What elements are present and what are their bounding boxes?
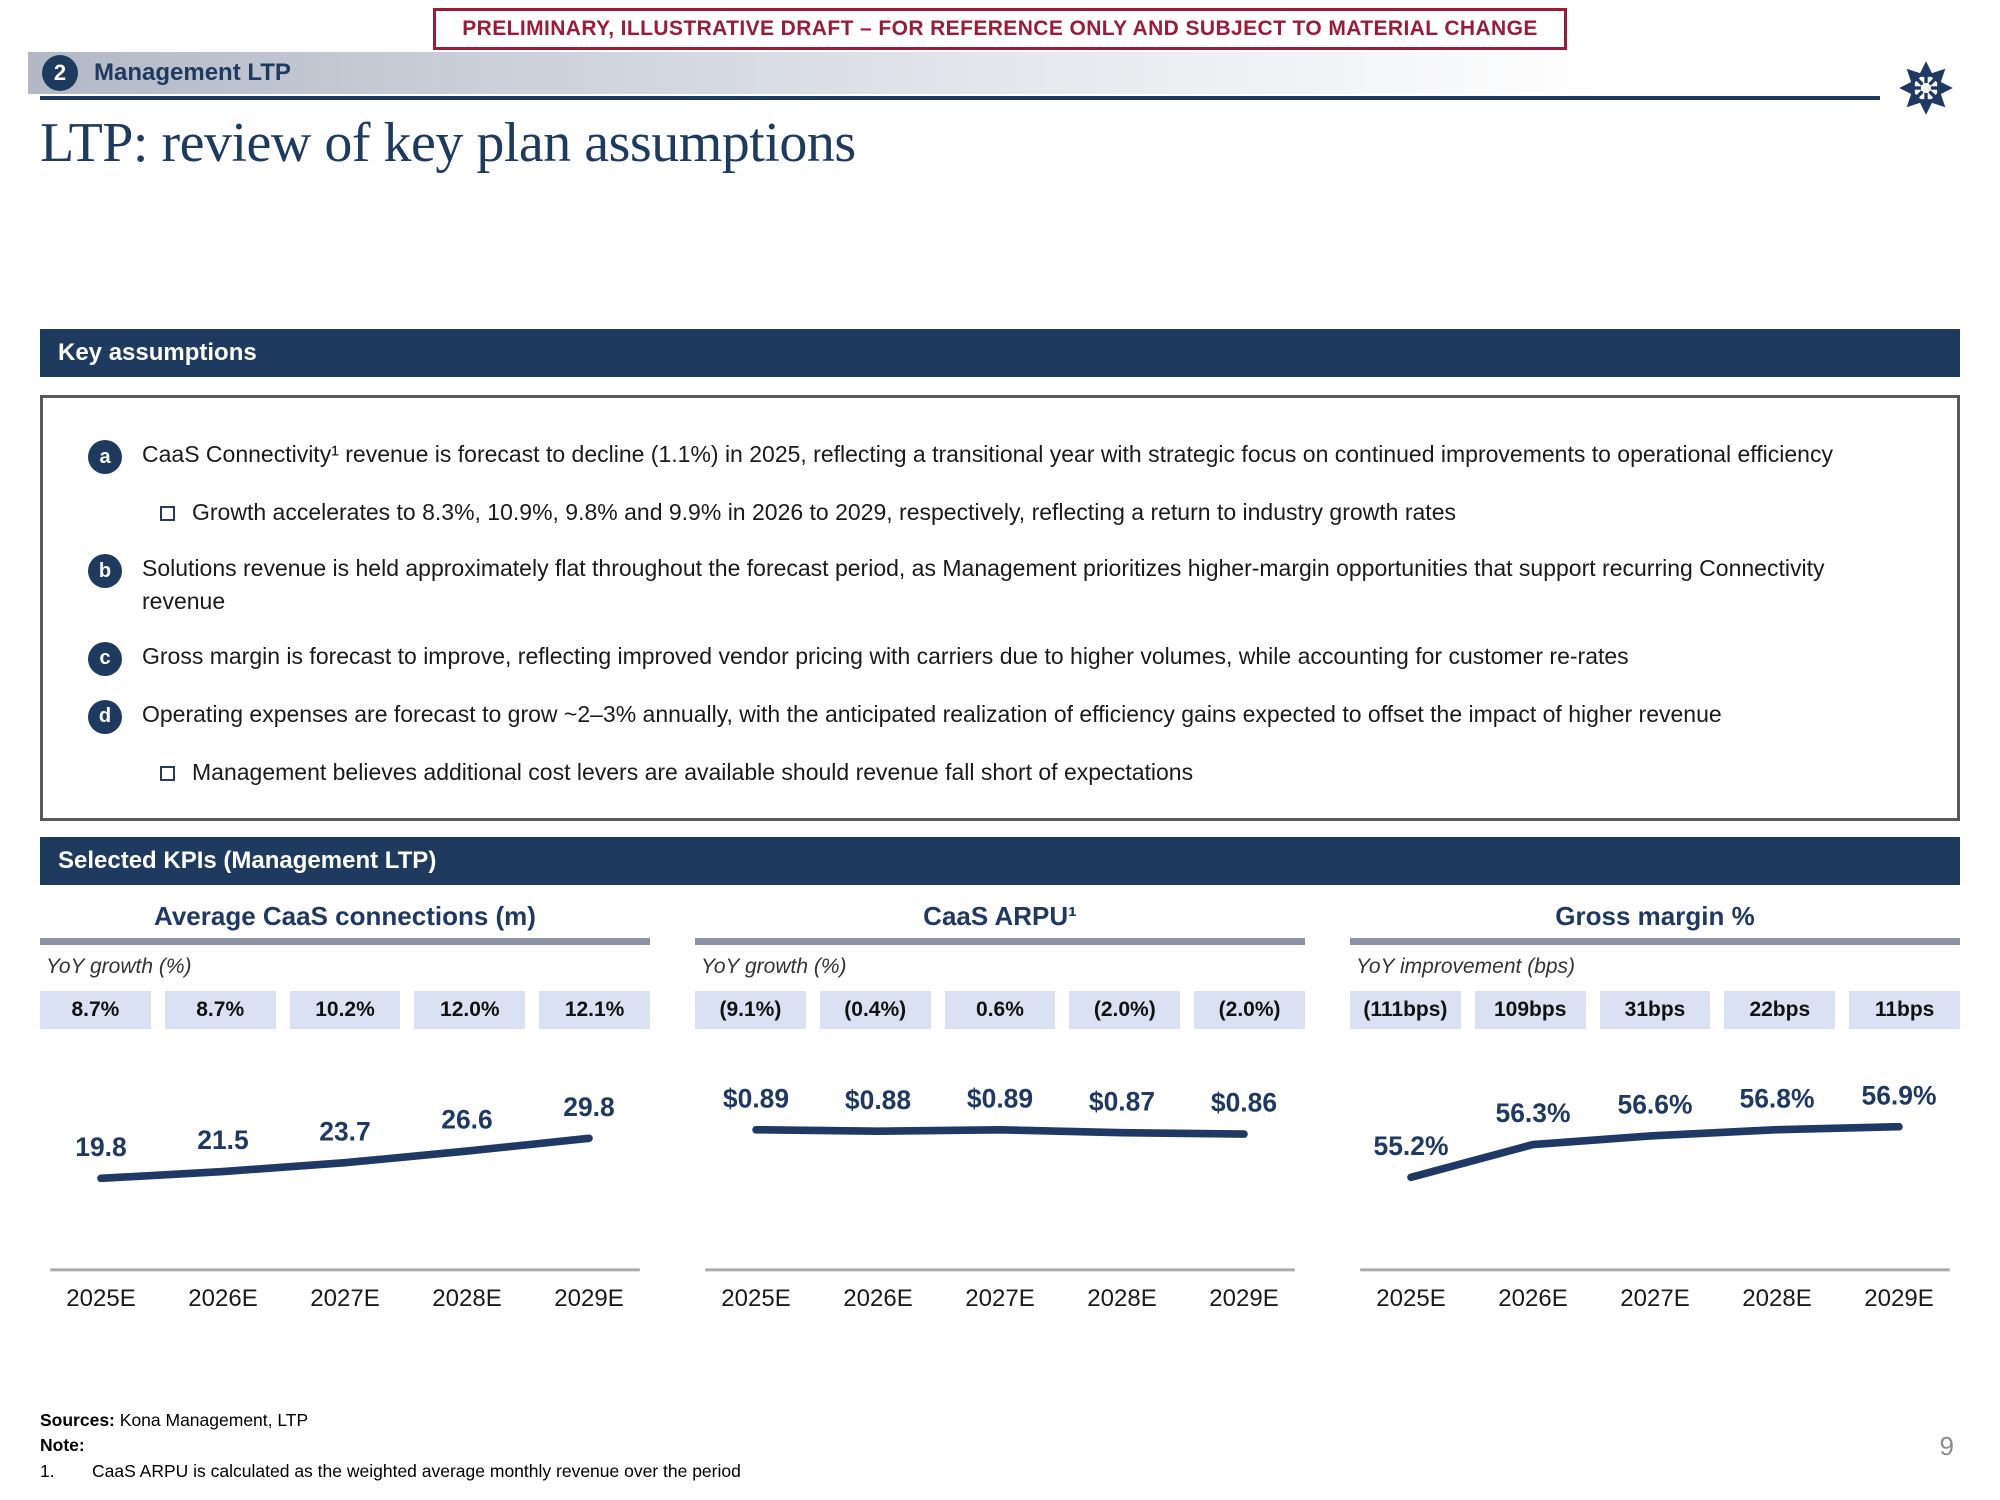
x-axis-label: 2025E [721, 1285, 791, 1313]
svg-text:56.6%: 56.6% [1617, 1089, 1693, 1120]
x-axis-label: 2029E [1864, 1285, 1934, 1313]
bullet-a [88, 438, 1907, 474]
svg-text:21.5: 21.5 [197, 1125, 249, 1156]
draft-disclaimer-banner: PRELIMINARY, ILLUSTRATIVE DRAFT – FOR REFERENCE ONLY AND SUBJECT TO MATERIAL CHANGE [433, 8, 1567, 50]
key-assumptions-header-bar: Key assumptions [40, 329, 1960, 377]
x-axis-label: 2028E [432, 1285, 502, 1313]
svg-text:$0.89: $0.89 [722, 1083, 790, 1114]
bullet-marker-a: a [88, 440, 122, 474]
kpi-row [0, 901, 2000, 1313]
yoy-badge: 12.0% [414, 991, 525, 1029]
page-number: 9 [1939, 1431, 1954, 1461]
kpi-title: CaaS ARPU¹ [923, 900, 1077, 931]
bullet-marker-c: c [88, 642, 122, 676]
x-axis-label: 2029E [554, 1285, 624, 1313]
x-axis-label: 2026E [188, 1285, 258, 1313]
svg-text:56.3%: 56.3% [1495, 1098, 1571, 1129]
kpi-column-gross-margin [1350, 901, 1960, 1313]
svg-text:$0.89: $0.89 [966, 1083, 1034, 1114]
kpi-subtitle: YoY improvement (bps) [1356, 954, 1576, 978]
line-chart-gross-margin [1350, 1031, 1960, 1285]
yoy-badge: 11bps [1849, 991, 1960, 1029]
sub-bullet-text: Growth accelerates to 8.3%, 10.9%, 9.8% and 9.9% in 2026 to 2029, respectively, reflecting a return to industry growth rates [192, 499, 1456, 526]
kpi-column-connections [40, 901, 650, 1313]
kpi-column-arpu [695, 901, 1305, 1313]
x-axis-labels [40, 1285, 650, 1313]
x-axis-label: 2027E [965, 1285, 1035, 1313]
yoy-badge: 10.2% [290, 991, 401, 1029]
x-axis-label: 2027E [1620, 1285, 1690, 1313]
svg-text:$0.87: $0.87 [1088, 1086, 1156, 1117]
assumptions-box [40, 395, 1960, 821]
bullet-text: CaaS Connectivity¹ revenue is forecast to decline (1.1%) in 2025, reflecting a transitional year with strategic focus on continued improvements to operational efficiency [142, 441, 1833, 468]
yoy-badge: (0.4%) [820, 991, 931, 1029]
yoy-badge: 8.7% [165, 991, 276, 1029]
sub-bullet-text: Management believes additional cost levers are available should revenue fall short of expectations [192, 758, 1194, 785]
bullet-marker-b: b [88, 554, 122, 588]
note-text: CaaS ARPU is calculated as the weighted average monthly revenue over the period [92, 1460, 741, 1481]
x-axis-label: 2025E [66, 1285, 136, 1313]
x-axis-label: 2025E [1376, 1285, 1446, 1313]
yoy-badge: 22bps [1724, 991, 1835, 1029]
yoy-badge: 8.7% [40, 991, 151, 1029]
svg-text:$0.86: $0.86 [1210, 1087, 1278, 1118]
kpi-title-underline [1350, 938, 1960, 945]
x-axis-label: 2026E [1498, 1285, 1568, 1313]
kpi-title-underline [695, 938, 1305, 945]
yoy-badge: (2.0%) [1194, 991, 1305, 1029]
sources-text: Kona Management, LTP [119, 1409, 309, 1430]
kpi-subtitle: YoY growth (%) [46, 954, 192, 978]
footer-note-label: Note: [40, 1435, 85, 1456]
header-divider [40, 96, 1880, 100]
x-axis-labels [1350, 1285, 1960, 1313]
bullet-d [88, 698, 1907, 734]
footer-notes [40, 1408, 741, 1484]
sources-label: Sources: [40, 1409, 115, 1430]
kpi-title: Average CaaS connections (m) [154, 900, 536, 931]
square-bullet-icon [160, 766, 175, 781]
yoy-badge: (2.0%) [1069, 991, 1180, 1029]
yoy-badge: 12.1% [539, 991, 650, 1029]
sub-bullet-a [160, 496, 1907, 528]
svg-text:56.9%: 56.9% [1861, 1080, 1937, 1111]
x-axis-label: 2029E [1209, 1285, 1279, 1313]
square-bullet-icon [160, 506, 175, 521]
bullet-b [88, 552, 1907, 617]
sub-bullet-d [160, 756, 1907, 788]
bullet-text: Operating expenses are forecast to grow ~2–3% annually, with the anticipated realization of efficiency gains expected to offset the impact of higher revenue [142, 700, 1722, 727]
x-axis-label: 2028E [1742, 1285, 1812, 1313]
note-number: 1. [40, 1460, 55, 1481]
kpi-subtitle: YoY growth (%) [701, 954, 847, 978]
yoy-badge: (111bps) [1350, 991, 1461, 1029]
svg-text:56.8%: 56.8% [1739, 1083, 1815, 1114]
kpi-title: Gross margin % [1555, 900, 1755, 931]
x-axis-label: 2028E [1087, 1285, 1157, 1313]
svg-text:55.2%: 55.2% [1373, 1130, 1449, 1161]
selected-kpis-header-bar: Selected KPIs (Management LTP) [40, 837, 1960, 885]
yoy-badge: 31bps [1600, 991, 1711, 1029]
footer-note-item [40, 1459, 741, 1484]
yoy-badges-row [695, 991, 1305, 1029]
yoy-badge: 0.6% [945, 991, 1056, 1029]
svg-text:23.7: 23.7 [319, 1116, 371, 1147]
x-axis-label: 2026E [843, 1285, 913, 1313]
section-number-badge: 2 [42, 55, 78, 91]
svg-text:29.8: 29.8 [563, 1091, 615, 1122]
svg-text:$0.88: $0.88 [844, 1084, 912, 1115]
x-axis-label: 2027E [310, 1285, 380, 1313]
line-chart-connections [40, 1031, 650, 1285]
x-axis-labels [695, 1285, 1305, 1313]
svg-text:26.6: 26.6 [441, 1104, 493, 1135]
bullet-marker-d: d [88, 700, 122, 734]
yoy-badge: 109bps [1475, 991, 1586, 1029]
svg-text:19.8: 19.8 [75, 1131, 127, 1162]
kpi-title-underline [40, 938, 650, 945]
bullet-c [88, 640, 1907, 676]
yoy-badges-row [40, 991, 650, 1029]
footer-sources [40, 1408, 741, 1433]
section-label: Management LTP [94, 59, 291, 86]
page-title: LTP: review of key plan assumptions [40, 112, 856, 174]
yoy-badges-row [1350, 991, 1960, 1029]
arrow-compass-logo-icon [1894, 50, 1958, 126]
yoy-badge: (9.1%) [695, 991, 806, 1029]
section-tab-bar [28, 52, 2000, 94]
line-chart-arpu [695, 1031, 1305, 1285]
bullet-text: Solutions revenue is held approximately flat throughout the forecast period, as Management prioritizes higher-margin opportunities that support recurring Connectivity revenue [142, 555, 1825, 615]
bullet-text: Gross margin is forecast to improve, reflecting improved vendor pricing with carriers due to higher volumes, while accounting for customer re-rates [142, 642, 1629, 669]
